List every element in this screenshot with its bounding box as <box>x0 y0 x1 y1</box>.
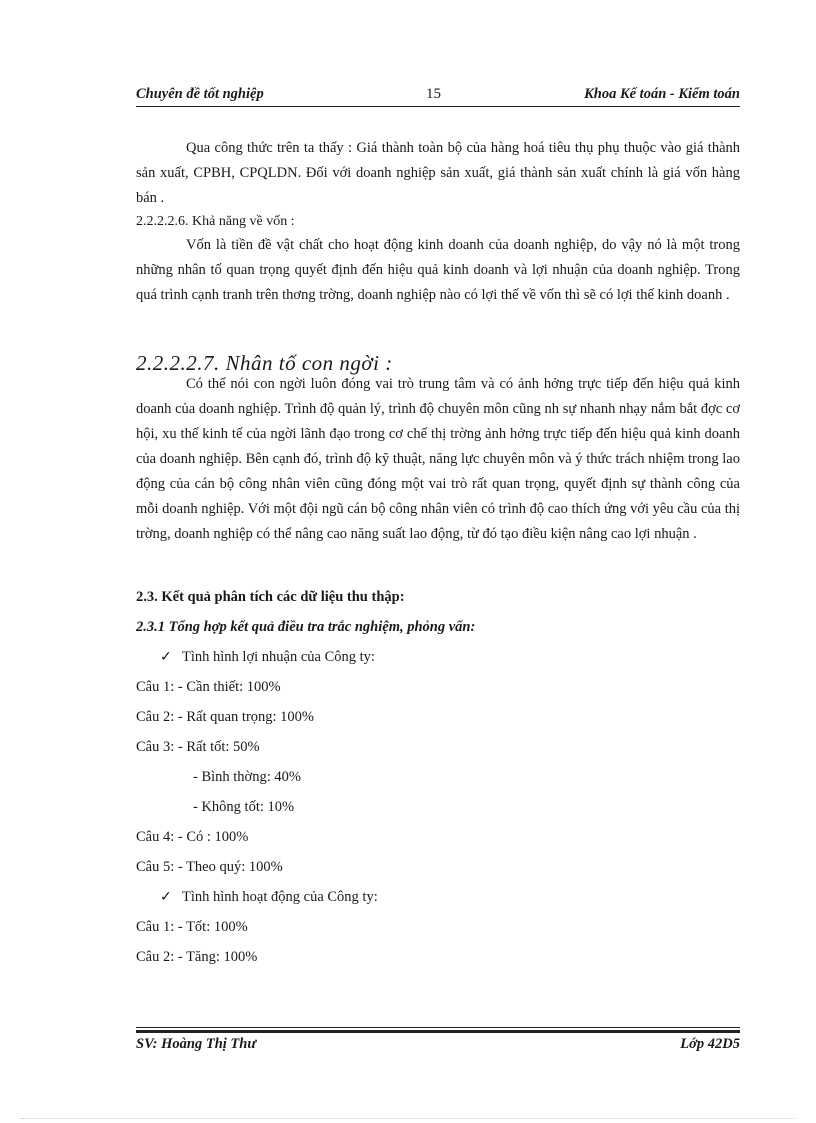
footer-class: Lớp 42D5 <box>680 1036 740 1052</box>
survey-line: - Không tốt: 10% <box>193 799 295 815</box>
survey-line: Câu 3: - Rất tốt: 50% <box>136 739 260 755</box>
heading-2226: 2.2.2.2.6. Khả năng về vốn : <box>136 214 295 229</box>
paragraph-1: Qua công thức trên ta thấy : Giá thành toàn bộ của hàng hoá tiêu thụ phụ thuộc vào giá thành sản xuất, CPBH, CPQLDN. Đối với doanh nghiệp sản xuất, giá thành sản xuất chính là giá vốn hàng bán . <box>136 140 740 206</box>
paragraph-3: Có thể nói con ngời luôn đóng vai trò trung tâm và có ảnh hởng trực tiếp đến hiệu quả kinh doanh của doanh nghiệp. Trình độ quản lý, trình độ chuyên môn cũng nh sự nhanh nhạy nắm bắt đợc cơ hội, xu thế kinh tế của ngời lãnh đạo trong cơ chế thị trờng ảnh hởng trực tiếp đến hiệu quả kinh doanh của doanh nghiệp. Bên cạnh đó, trình độ kỹ thuật, năng lực chuyên môn và ý thức trách nhiệm trong lao động của cán bộ công nhân viên cũng đóng một vai trò rất quan trọng, quyết định sự thành công của mỗi doanh nghiệp. Với một đội ngũ cán bộ công nhân viên có trình độ cao thích ứng với yêu cầu của thị trờng, doanh nghiệp có thể nâng cao năng suất lao động, từ đó tạo điều kiện nâng cao lợi nhuận . <box>136 376 741 542</box>
survey-line: Câu 4: - Có : 100% <box>136 829 249 845</box>
heading-2227: 2.2.2.2.7. Nhân tố con ngời : <box>136 351 393 375</box>
footer-rule-thick <box>136 1030 740 1033</box>
survey-line: Câu 2: - Tăng: 100% <box>136 949 258 965</box>
heading-231: 2.3.1 Tổng hợp kết quả điều tra trắc nghiệm, phỏng vấn: <box>136 619 476 635</box>
checkmark-icon: ✓ <box>160 890 172 905</box>
survey-line: - Bình thờng: 40% <box>193 769 301 785</box>
header-rule <box>136 106 740 107</box>
body-block-1 <box>136 136 740 308</box>
header-department: Khoa Kế toán - Kiểm toán <box>584 86 740 102</box>
page-edge-dots <box>20 1118 796 1119</box>
footer-rule-top <box>136 1027 740 1028</box>
footer-student: SV: Hoàng Thị Thư <box>136 1036 257 1052</box>
survey-line: Câu 1: - Cần thiết: 100% <box>136 679 281 695</box>
body-block-2 <box>136 372 740 547</box>
survey-line: Câu 2: - Rất quan trọng: 100% <box>136 709 315 725</box>
page-footer <box>136 1036 740 1058</box>
header-title: Chuyên đề tốt nghiệp <box>136 86 264 102</box>
page-number: 15 <box>426 86 441 102</box>
survey-line: Câu 5: - Theo quý: 100% <box>136 859 283 875</box>
survey-section-profit-title: Tình hình lợi nhuận của Công ty: <box>182 649 375 665</box>
page-header <box>136 84 740 106</box>
survey-section-profit <box>160 646 375 669</box>
heading-23: 2.3. Kết quả phân tích các dữ liệu thu thập: <box>136 589 405 605</box>
paragraph-2: Vốn là tiền đề vật chất cho hoạt động kinh doanh của doanh nghiệp, do vậy nó là một trong những nhân tố quan trọng quyết định đến hiệu quả kinh doanh và lợi nhuận của doanh nghiệp. Trong quá trình cạnh tranh trên thơng trờng, doanh nghiệp nào có lợi thế về vốn thì sẽ có lợi thế kinh doanh . <box>136 237 740 303</box>
survey-line: Câu 1: - Tốt: 100% <box>136 919 248 935</box>
survey-section-operation-title: Tình hình hoạt động của Công ty: <box>182 889 378 905</box>
survey-section-operation <box>160 886 378 909</box>
checkmark-icon: ✓ <box>160 650 172 665</box>
